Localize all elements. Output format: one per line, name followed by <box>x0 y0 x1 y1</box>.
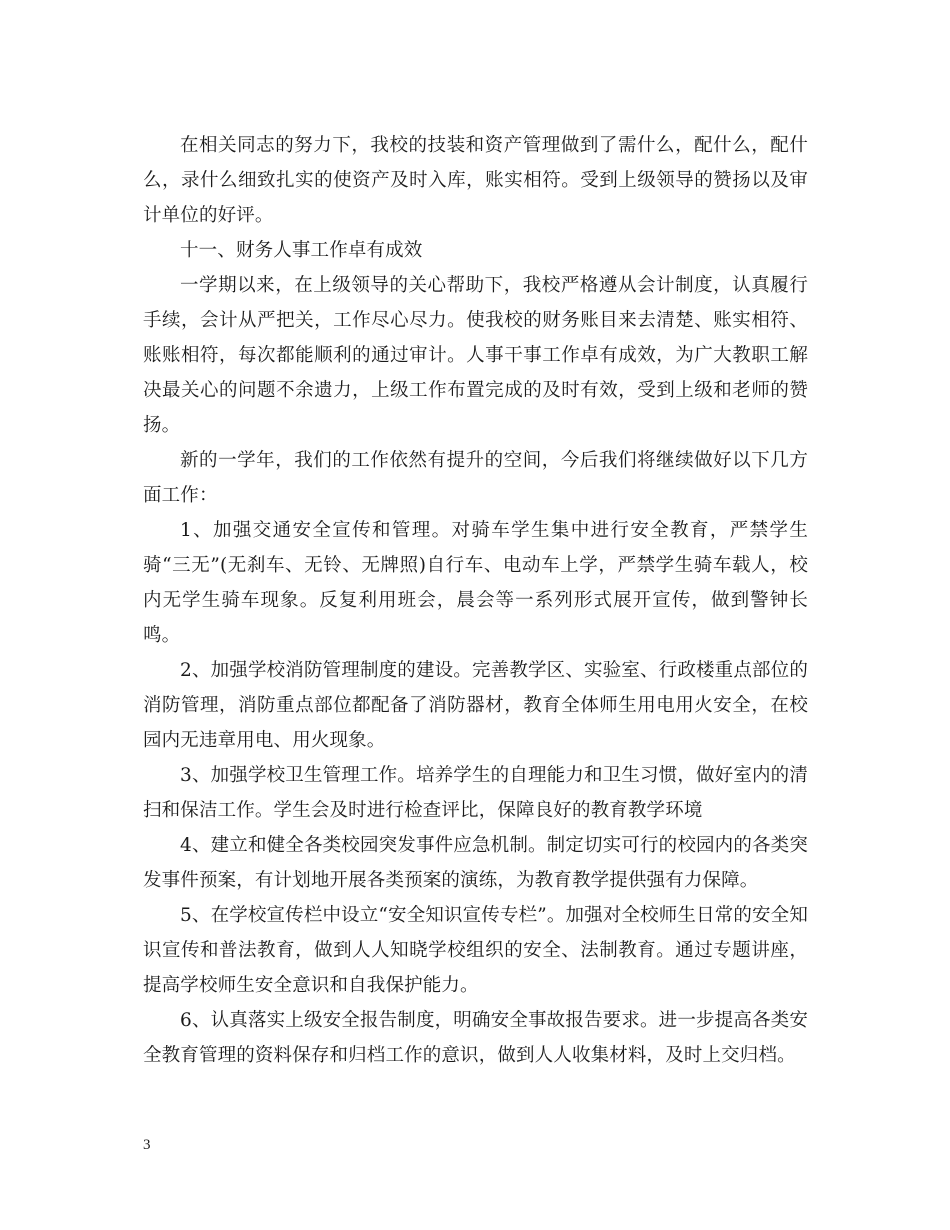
list-item-safety-knowledge-column: 5、在学校宣传栏中设立“安全知识宣传专栏”。加强对全校师生日常的安全知识宣传和普法教育，做到人人知晓学校组织的安全、法制教育。通过专题讲座，提高学校师生安全意识和自我保护能力。 <box>143 905 808 996</box>
list-item-traffic-safety: 1、加强交通安全宣传和管理。对骑车学生集中进行安全教育，严禁学生骑“三无”(无刹车、无铃、无牌照)自行车、电动车上学，严禁学生骑车载人，校内无学生骑车现象。反复利用班会，晨会等一系列形式展开宣传，做到警钟长鸣。 <box>143 520 808 646</box>
document-body <box>143 128 808 1073</box>
list-item-safety-reporting: 6、认真落实上级安全报告制度，明确安全事故报告要求。进一步提高各类安全教育管理的资料保存和归档工作的意识，做到人人收集材料，及时上交归档。 <box>143 1010 808 1066</box>
paragraph-new-year-intro: 新的一学年，我们的工作依然有提升的空间，今后我们将继续做好以下几方面工作： <box>143 450 808 506</box>
paragraph-asset-management: 在相关同志的努力下，我校的技装和资产管理做到了需什么，配什么，配什么，录什么细致扎实的使资产及时入库，账实相符。受到上级领导的赞扬以及审计单位的好评。 <box>143 135 808 226</box>
page-number: 3 <box>143 1137 151 1153</box>
list-item-emergency-mechanism: 4、建立和健全各类校园突发事件应急机制。制定切实可行的校园内的各类突发事件预案，有计划地开展各类预案的演练，为教育教学提供强有力保障。 <box>143 835 808 891</box>
list-item-hygiene: 3、加强学校卫生管理工作。培养学生的自理能力和卫生习惯，做好室内的清扫和保洁工作。学生会及时进行检查评比，保障良好的教育教学环境 <box>143 765 808 821</box>
list-item-fire-safety: 2、加强学校消防管理制度的建设。完善教学区、实验室、行政楼重点部位的消防管理，消防重点部位都配备了消防器材，教育全体师生用电用火安全，在校园内无违章用电、用火现象。 <box>143 660 808 751</box>
paragraph-finance-personnel: 一学期以来，在上级领导的关心帮助下，我校严格遵从会计制度，认真履行手续，会计从严把关，工作尽心尽力。使我校的财务账目来去清楚、账实相符、账账相符，每次都能顺利的通过审计。人事干事工作卓有成效，为广大教职工解决最关心的问题不余遗力，上级工作布置完成的及时有效，受到上级和老师的赞扬。 <box>143 275 808 436</box>
section-heading-finance-personnel: 十一、财务人事工作卓有成效 <box>180 240 423 261</box>
